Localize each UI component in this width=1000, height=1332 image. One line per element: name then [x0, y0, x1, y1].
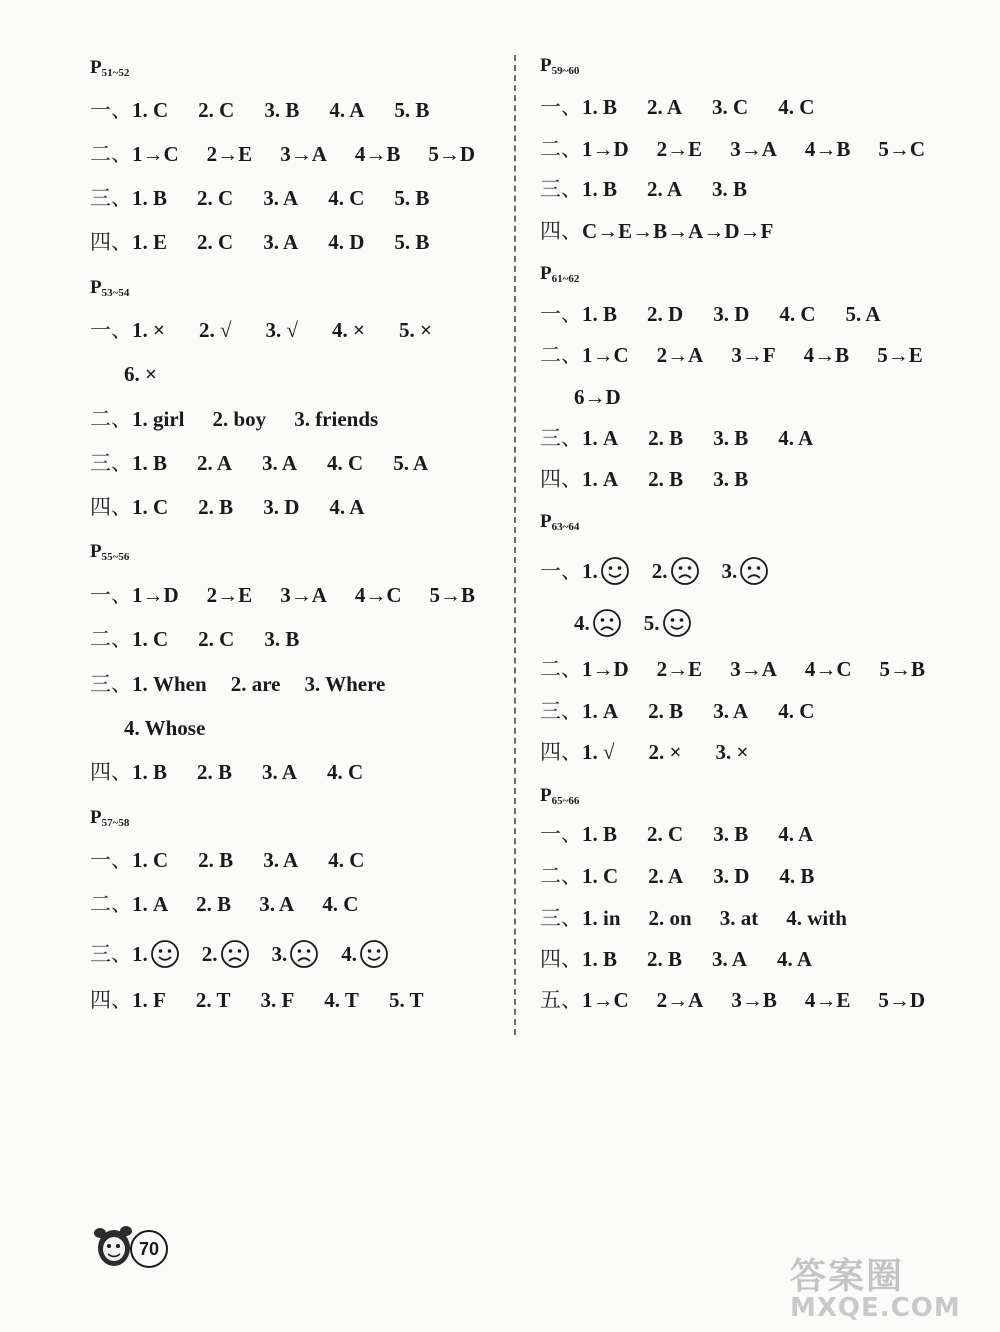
page-range: 63~64 — [551, 521, 580, 533]
answer-item: 3. C — [712, 95, 749, 119]
answer-number: 4. — [341, 942, 357, 966]
answer-item: 3. A — [263, 186, 299, 210]
watermark-line1: 答案圈 — [790, 1256, 905, 1297]
question-number: 一、 — [90, 583, 132, 607]
answer-item: 1. B — [582, 822, 618, 846]
answer-item: 1. B — [132, 760, 168, 784]
answer-item: 2. B — [648, 699, 684, 723]
question-number: 四、 — [90, 230, 132, 254]
question-number: 二、 — [90, 407, 132, 431]
answer-item: 2. × — [648, 740, 682, 764]
question-number: 二、 — [540, 864, 582, 888]
answer-item: 1. C — [132, 495, 169, 519]
question-number: 三、 — [540, 699, 582, 723]
answer-item: 3. × — [715, 740, 749, 764]
answer-item: 3→A — [280, 142, 327, 166]
smiley-face-icon — [662, 608, 692, 638]
page-title-letter: P — [540, 55, 552, 76]
question-number: 四、 — [540, 467, 582, 491]
smiley-face-icon — [150, 939, 180, 969]
answer-line — [540, 863, 844, 889]
answer-item: 4. Whose — [124, 716, 206, 740]
answer-item: 1. B — [132, 186, 168, 210]
answer-item: 2. B — [197, 760, 233, 784]
answer-item: 3→F — [731, 343, 776, 367]
answer-item: 1. A — [132, 892, 169, 916]
question-number: 三、 — [540, 906, 582, 930]
page-title-letter: P — [90, 541, 102, 562]
question-number: 四、 — [540, 740, 582, 764]
answer-item: 5→D — [428, 142, 476, 166]
answer-item: 4→B — [804, 137, 851, 161]
question-number: 三、 — [90, 186, 132, 210]
answer-item: 3. B — [713, 467, 749, 491]
answer-item: 2. are — [230, 672, 281, 696]
section-page-title — [90, 57, 129, 84]
answer-item: 1→D — [132, 583, 179, 607]
answer-item: 2. C — [198, 98, 235, 122]
question-number: 一、 — [90, 848, 132, 872]
question-number: 三、 — [90, 451, 132, 475]
answer-item: 4. C — [778, 699, 815, 723]
answer-item: 4. with — [786, 906, 847, 930]
question-number: 一、 — [540, 302, 582, 326]
question-number: 二、 — [540, 343, 582, 367]
page-title-letter: P — [540, 785, 552, 806]
answer-line — [540, 821, 843, 847]
answer-item: 2. T — [195, 988, 231, 1012]
question-number: 三、 — [90, 672, 132, 696]
answer-item: 2. on — [648, 906, 692, 930]
answer-line — [540, 301, 911, 327]
answer-item: 4. B — [779, 864, 815, 888]
page-range: 55~56 — [101, 551, 130, 563]
answer-line — [540, 656, 953, 682]
page-range: 51~52 — [101, 67, 130, 79]
answer-item: 4. C — [779, 302, 816, 326]
section-page-title — [540, 55, 579, 82]
page-title-letter: P — [540, 263, 552, 284]
page-number: 70 — [130, 1230, 168, 1268]
answer-item: 4→B — [803, 343, 850, 367]
answer-line — [90, 97, 459, 123]
answer-item: 2. B — [648, 467, 684, 491]
answer-line — [540, 905, 875, 931]
question-number: 四、 — [540, 947, 582, 971]
answer-line — [540, 94, 844, 120]
answer-item: 4. × — [332, 318, 365, 342]
answer-item: 3. B — [264, 98, 300, 122]
answer-line — [540, 218, 773, 244]
answer-item: 2→E — [206, 142, 253, 166]
page-range: 57~58 — [101, 817, 130, 829]
answer-item: 2. C — [197, 230, 234, 254]
answer-number: 3. — [271, 942, 288, 966]
answer-item: 5. B — [394, 186, 430, 210]
answer-item: 4. C — [328, 186, 365, 210]
question-number: 二、 — [90, 892, 132, 916]
answer-number: 2. — [201, 942, 218, 966]
page-range: 59~60 — [551, 65, 580, 77]
answer-line — [90, 759, 393, 785]
answer-item: 5→D — [878, 988, 926, 1012]
answer-item: 3→A — [280, 583, 327, 607]
question-number: 一、 — [90, 318, 132, 342]
answer-item: 3. √ — [265, 318, 299, 342]
page-title-letter: P — [90, 57, 102, 78]
answer-line — [574, 384, 621, 410]
answer-item: 2. D — [647, 302, 684, 326]
answer-line — [90, 582, 503, 608]
watermark-line2: MXQE.COM — [790, 1293, 961, 1323]
answer-line — [540, 425, 843, 451]
answer-line — [90, 891, 386, 917]
question-number: 五、 — [540, 988, 582, 1012]
answer-item: 3. B — [713, 822, 749, 846]
answer-line — [124, 361, 157, 387]
question-number: 三、 — [90, 942, 132, 966]
smiley-face-icon — [359, 939, 389, 969]
answer-item: 3→A — [730, 137, 777, 161]
answer-item: 3. A — [263, 230, 299, 254]
question-number: 四、 — [90, 760, 132, 784]
answer-item: 2→A — [656, 988, 704, 1012]
answer-line — [90, 450, 458, 476]
answer-item: 1. B — [582, 95, 618, 119]
answer-sequence: C→E→B→A→D→F — [582, 219, 774, 243]
answer-item: 1→C — [582, 988, 629, 1012]
answer-item: 3→A — [730, 657, 777, 681]
answer-item: 1. C — [582, 864, 619, 888]
section-page-title — [540, 511, 579, 538]
answer-item: 3. D — [713, 302, 750, 326]
answer-item: 1. × — [132, 318, 165, 342]
answer-line — [90, 185, 459, 211]
answer-item: 3. A — [262, 451, 298, 475]
answer-item: 5. A — [845, 302, 881, 326]
answer-line — [540, 987, 953, 1013]
question-number: 四、 — [90, 495, 132, 519]
answer-item: 2. A — [647, 95, 683, 119]
answer-line — [540, 466, 778, 492]
answer-item: 5→B — [429, 583, 476, 607]
answer-line — [90, 406, 406, 432]
section-page-title — [540, 785, 579, 812]
question-number: 二、 — [90, 142, 132, 166]
answer-item: 2. B — [198, 495, 234, 519]
answer-item: 3. B — [713, 426, 749, 450]
answer-line — [90, 317, 466, 343]
answer-line — [90, 939, 411, 969]
answer-item: 1. girl — [132, 407, 185, 431]
column-divider — [514, 55, 516, 1035]
answer-item: 2. boy — [212, 407, 267, 431]
question-number: 二、 — [540, 657, 582, 681]
sad-face-icon — [739, 556, 769, 586]
answer-item: 4. A — [777, 947, 813, 971]
answer-item: 1. B — [582, 177, 618, 201]
answer-item: 2. C — [198, 627, 235, 651]
question-number: 三、 — [540, 426, 582, 450]
answer-item: 1. A — [582, 426, 619, 450]
answer-item: 4. A — [329, 98, 365, 122]
page-title-letter: P — [90, 277, 102, 298]
answer-item: 5. B — [394, 98, 430, 122]
answer-item: 5→B — [879, 657, 926, 681]
page-range: 53~54 — [101, 287, 130, 299]
answer-line — [90, 847, 394, 873]
answer-item: 2. C — [197, 186, 234, 210]
answer-item: 2. A — [647, 177, 683, 201]
sad-face-icon — [220, 939, 250, 969]
answer-line — [90, 987, 454, 1013]
question-number: 三、 — [540, 177, 582, 201]
answer-item: 5→C — [878, 137, 926, 161]
section-page-title — [90, 277, 129, 304]
answer-item: 1. A — [582, 699, 619, 723]
answer-item: 1. C — [132, 848, 169, 872]
answer-item: 6. × — [124, 362, 157, 386]
answer-item: 2. A — [648, 864, 684, 888]
question-number: 二、 — [540, 137, 582, 161]
answer-item: 4. C — [327, 760, 364, 784]
answer-item: 4. C — [778, 95, 815, 119]
answer-number: 4. — [574, 611, 590, 635]
answer-number: 1. — [582, 559, 598, 583]
answer-item: 5. A — [393, 451, 429, 475]
answer-item: 2. B — [196, 892, 232, 916]
answer-item: 3. A — [259, 892, 295, 916]
answer-item: 1. B — [582, 947, 618, 971]
answer-item: 4. D — [328, 230, 365, 254]
section-page-title — [540, 263, 579, 290]
answer-item: 1→D — [582, 137, 629, 161]
answer-number: 5. — [643, 611, 660, 635]
answer-line — [90, 671, 409, 697]
answer-item: 2. B — [198, 848, 234, 872]
answer-item: 4. C — [328, 848, 365, 872]
answer-item: 3. A — [713, 699, 749, 723]
answer-item: 3. B — [712, 177, 748, 201]
sad-face-icon — [592, 608, 622, 638]
question-number: 一、 — [540, 822, 582, 846]
answer-item: 3. A — [262, 760, 298, 784]
answer-item: 3→B — [731, 988, 777, 1012]
answer-item: 3. A — [712, 947, 748, 971]
answer-item: 3. at — [719, 906, 759, 930]
answer-line — [540, 946, 842, 972]
answer-item: 2→E — [656, 657, 703, 681]
answer-item: 5. T — [388, 988, 424, 1012]
answer-item: 2→E — [206, 583, 253, 607]
answer-item: 1. B — [582, 302, 618, 326]
answer-item: 1. in — [582, 906, 621, 930]
answer-item: 4→C — [804, 657, 852, 681]
sad-face-icon — [670, 556, 700, 586]
answer-number: 3. — [721, 559, 738, 583]
answer-item: 5→E — [877, 343, 923, 367]
answer-number: 2. — [651, 559, 668, 583]
answer-item: 6→D — [574, 385, 621, 409]
answer-item: 1→C — [582, 343, 629, 367]
question-number: 一、 — [540, 95, 582, 119]
answer-item: 1. F — [132, 988, 166, 1012]
section-page-title — [90, 541, 129, 568]
answer-item: 5. B — [394, 230, 430, 254]
answer-item: 4→B — [354, 142, 401, 166]
answer-line — [540, 136, 953, 162]
answer-item: 4. A — [329, 495, 365, 519]
answer-line — [540, 739, 782, 765]
answer-item: 1→D — [582, 657, 629, 681]
answer-line — [90, 141, 503, 167]
answer-item: 4. A — [778, 426, 814, 450]
answer-number: 1. — [132, 942, 148, 966]
answer-item: 3. A — [263, 848, 299, 872]
answer-item: 1. When — [132, 672, 207, 696]
answer-item: 1. A — [582, 467, 619, 491]
answer-line — [540, 342, 951, 368]
answer-item: 4. T — [324, 988, 359, 1012]
answer-line — [90, 626, 329, 652]
answer-line — [90, 229, 459, 255]
section-page-title — [90, 807, 129, 834]
answer-line — [574, 608, 714, 638]
answer-item: 1. E — [132, 230, 168, 254]
answer-item: 3. Where — [304, 672, 386, 696]
answer-item: 2→A — [656, 343, 704, 367]
answer-item: 2. A — [197, 451, 233, 475]
page-title-letter: P — [540, 511, 552, 532]
page-range: 61~62 — [551, 273, 580, 285]
answer-item: 1. C — [132, 627, 169, 651]
answer-item: 3. friends — [294, 407, 379, 431]
question-number: 二、 — [90, 627, 132, 651]
answer-line — [124, 715, 205, 741]
page-title-letter: P — [90, 807, 102, 828]
answer-line — [90, 494, 394, 520]
question-number: 四、 — [540, 219, 582, 243]
answer-item: 1. √ — [582, 740, 615, 764]
answer-item: 1. C — [132, 98, 169, 122]
answer-item: 4→E — [804, 988, 851, 1012]
answer-item: 1. B — [132, 451, 168, 475]
answer-item: 1→C — [132, 142, 179, 166]
answer-line — [540, 556, 791, 586]
answer-item: 2. √ — [198, 318, 232, 342]
answer-item: 2. B — [648, 426, 684, 450]
answer-item: 3. D — [713, 864, 750, 888]
answer-item: 4. C — [327, 451, 364, 475]
watermark — [790, 1248, 990, 1328]
sad-face-icon — [289, 939, 319, 969]
answer-item: 5. × — [399, 318, 432, 342]
answer-item: 4. A — [778, 822, 814, 846]
answer-item: 2. B — [647, 947, 683, 971]
page-range: 65~66 — [551, 795, 580, 807]
answer-item: 3. D — [263, 495, 300, 519]
answer-item: 3. F — [260, 988, 295, 1012]
answer-item: 4. C — [322, 892, 359, 916]
question-number: 一、 — [540, 559, 582, 583]
answer-line — [540, 176, 777, 202]
question-number: 一、 — [90, 98, 132, 122]
answer-item: 3. B — [264, 627, 300, 651]
answer-item: 2. C — [647, 822, 684, 846]
question-number: 四、 — [90, 988, 132, 1012]
smiley-face-icon — [600, 556, 630, 586]
answer-item: 4→C — [354, 583, 402, 607]
answer-line — [540, 698, 844, 724]
answer-item: 2→E — [656, 137, 703, 161]
